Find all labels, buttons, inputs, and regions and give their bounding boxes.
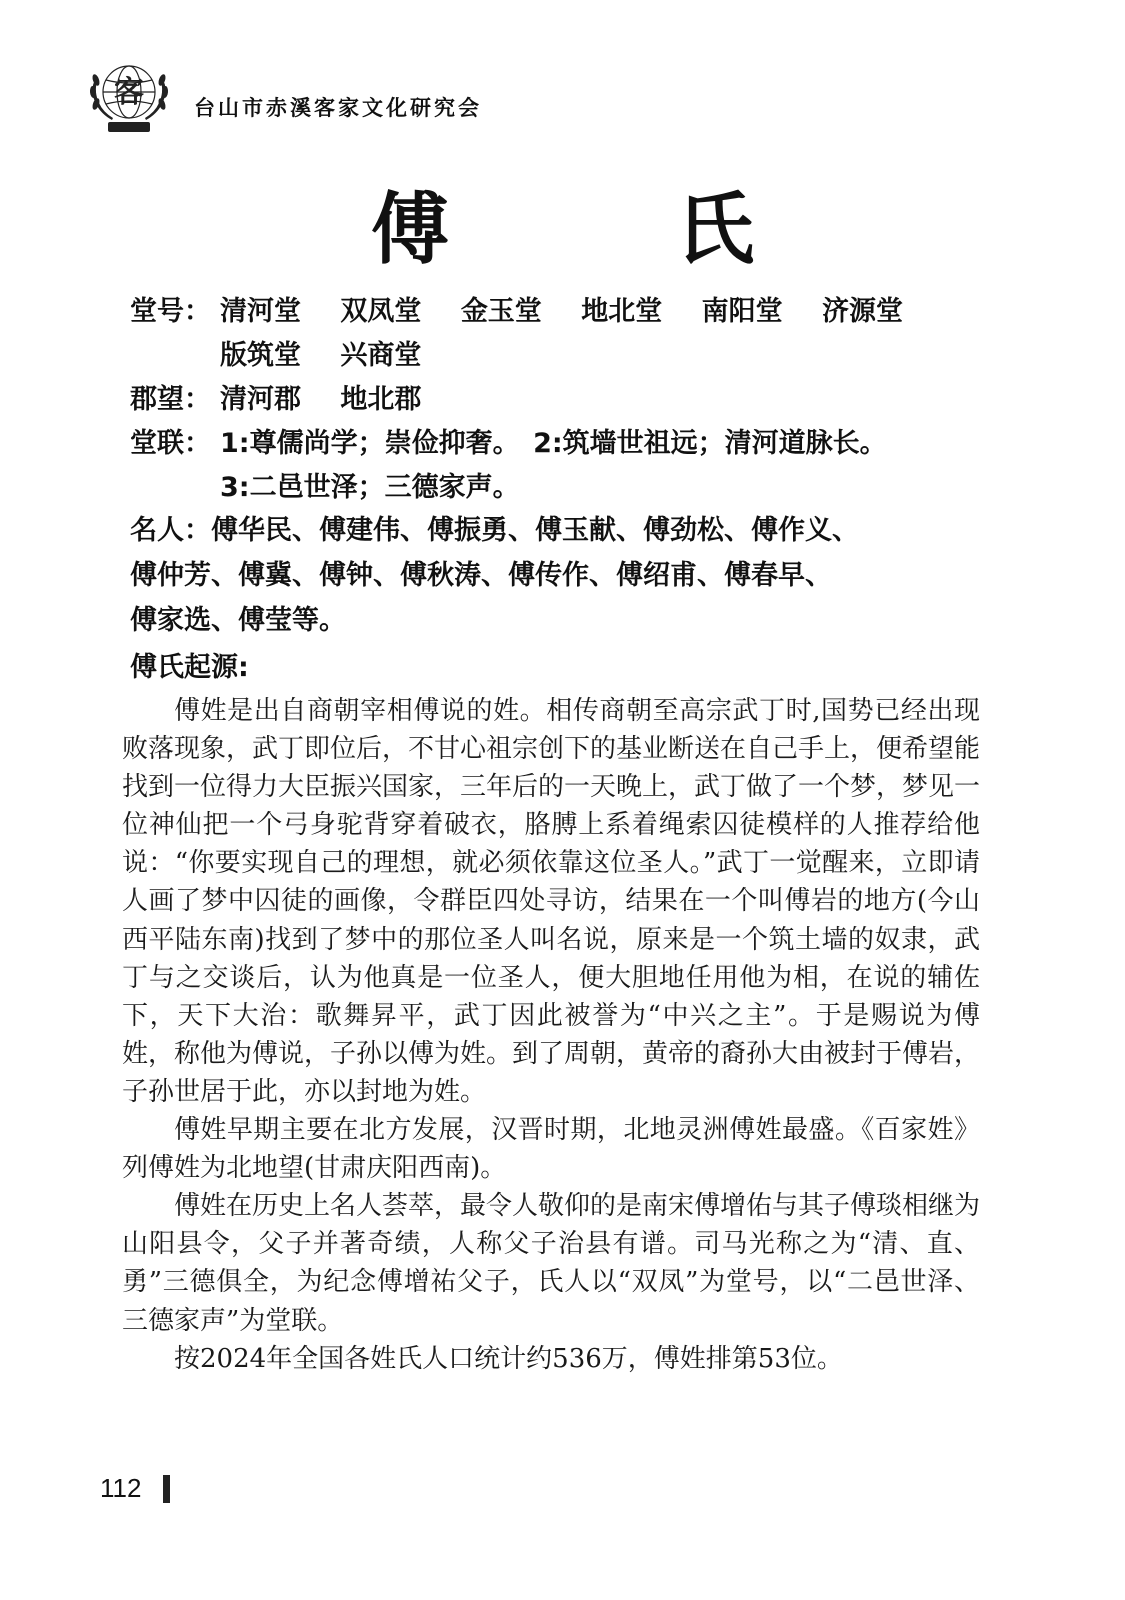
hall-names-label: 堂号： (130, 296, 211, 327)
hall-name: 双凤堂 (340, 296, 422, 327)
hall-name: 清河堂 (220, 296, 301, 327)
clan-society-emblem-icon (84, 52, 174, 142)
origin-heading: 傅氏起源: (130, 652, 249, 683)
hall-names-values (220, 290, 933, 334)
hall-name: 金玉堂 (460, 296, 542, 327)
hall-names-row (130, 290, 995, 334)
famous-list: 傅华民、傅建伟、傅振勇、傅玉献、傅劲松、傅作义、 (211, 515, 859, 546)
couplets-row-2 (130, 466, 995, 510)
page-number-bar (163, 1475, 170, 1503)
hall-name: 南阳堂 (701, 296, 783, 327)
paragraph: 傅姓在历史上名人荟萃，最令人敬仰的是南宋傅增佑与其子傅琰相继为山阳县令，父子并著奇绩，人称父子治县有谱。司马光称之为“清、直、勇”三德俱全，为纪念傅增祐父子，氏人以“双凤”为堂号，以“二邑世泽、三德家声”为堂联。 (122, 1191, 981, 1336)
commandery-label: 郡望： (130, 384, 211, 415)
famous-people (130, 508, 985, 643)
paragraph: 傅姓早期主要在北方发展，汉晋时期，北地灵洲傅姓最盛。《百家姓》列傅姓为北地望(甘肃庆阳西南)。 (122, 1115, 980, 1184)
hall-name: 兴商堂 (340, 340, 422, 371)
couplets-label: 堂联： (130, 428, 211, 459)
hall-name: 版筑堂 (220, 340, 301, 371)
hall-name: 济源堂 (822, 296, 904, 327)
couplet-text: 1:尊儒尚学；崇俭抑奢。 2:筑墙世祖远；清河道脉长。 (220, 428, 887, 459)
organization-name: 台山市赤溪客家文化研究会 (194, 95, 482, 120)
commandery-row (130, 378, 995, 422)
clan-metadata (130, 290, 995, 510)
couplet-text: 3:二邑世泽；三德家声。 (220, 472, 520, 503)
famous-list: 傅仲芳、傅冀、傅钟、傅秋涛、傅传作、傅绍甫、傅春早、 (130, 560, 832, 591)
svg-text:客: 客 (114, 75, 144, 110)
hall-name: 地北堂 (581, 296, 663, 327)
famous-label: 名人： (130, 515, 211, 546)
hall-names-row-2 (130, 334, 995, 378)
page-title: 傅 氏 (370, 184, 855, 275)
couplets-row (130, 422, 995, 466)
commandery-name: 地北郡 (340, 384, 422, 415)
commandery-values (220, 378, 451, 422)
page-number: 112 (100, 1473, 142, 1503)
paragraph: 傅姓是出自商朝宰相傅说的姓。相传商朝至高宗武丁时,国势已经出现败落现象，武丁即位后，不甘心祖宗创下的基业断送在自己手上，便希望能找到一位得力大臣振兴国家，三年后的一天晚上，武丁做了一个梦，梦见一位神仙把一个弓身驼背穿着破衣，胳膊上系着绳索囚徒模样的人推荐给他说：“你要实现自己的理想，就必须依靠这位圣人。”武丁一觉醒来，立即请人画了梦中囚徒的画像，令群臣四处寻访，结果在一个叫傅岩的地方(今山西平陆东南)找到了梦中的那位圣人叫名说，原来是一个筑土墙的奴隶，武丁与之交谈后，认为他真是一位圣人，便大胆地任用他为相，在说的辅佐下，天下大治：歌舞昇平，武丁因此被誉为“中兴之主”。于是赐说为傅姓，称他为傅说，子孙以傅为姓。到了周朝，黄帝的裔孙大由被封于傅岩，子孙世居于此，亦以封地为姓。 (122, 696, 981, 1107)
hall-names-values (220, 334, 451, 378)
commandery-name: 清河郡 (220, 384, 301, 415)
paragraph: 按2024年全国各姓氏人口统计约536万，傅姓排第53位。 (174, 1343, 843, 1374)
famous-list: 傅家选、傅莹等。 (130, 605, 346, 636)
origin-body (122, 692, 980, 1378)
